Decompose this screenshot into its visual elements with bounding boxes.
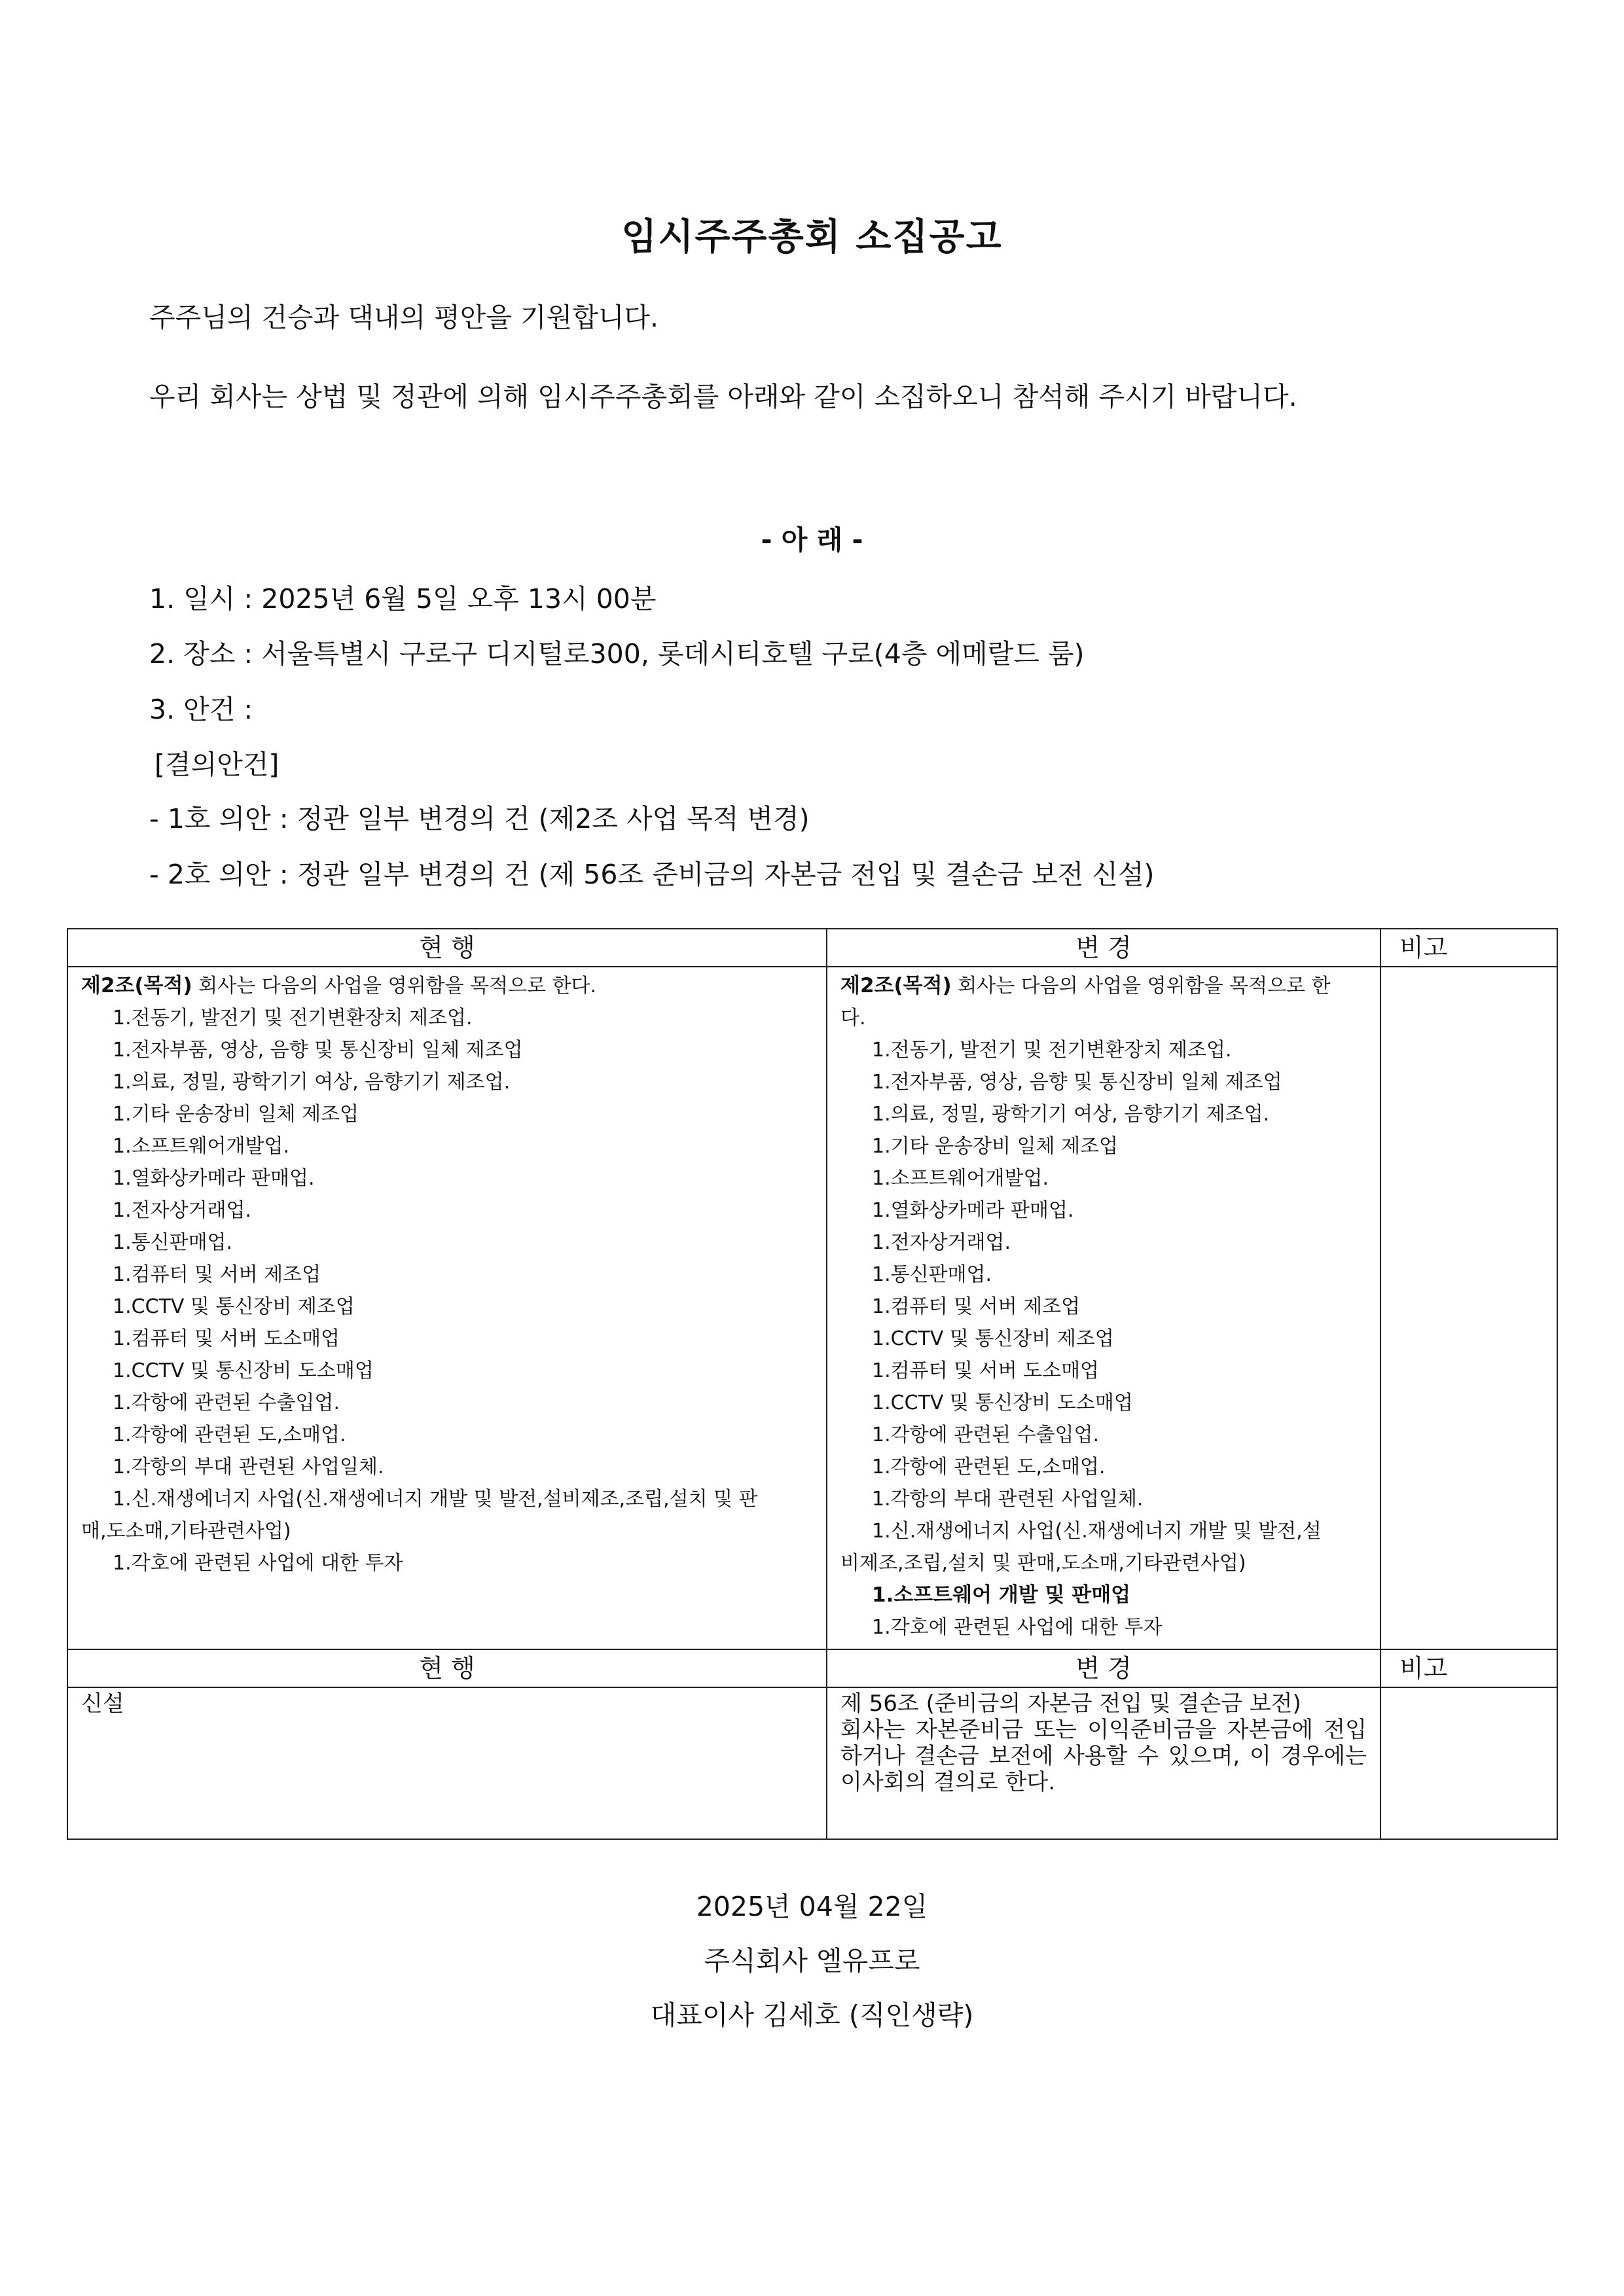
changed-renewable-item: 1.신.재생에너지 사업(신.재생에너지 개발 및 발전,설 [872,1520,1322,1543]
changed-purpose-item: 1.CCTV 및 통신장비 제조업 [872,1327,1114,1350]
changed-purpose-item: 1.전동기, 발전기 및 전기변환장치 제조업. [872,1039,1232,1062]
table-header-row-2 [67,1649,1557,1687]
changed-items-list [840,1034,1367,1515]
current-purpose-item: 1.의료, 정밀, 광학기기 여상, 음향기기 제조업. [113,1071,511,1094]
current-purpose-item: 1.CCTV 및 통신장비 제조업 [113,1295,355,1318]
current-purpose-item: 1.컴퓨터 및 서버 도소매업 [113,1327,340,1350]
notice-title: 임시주주총회 소집공고 [621,216,1003,259]
note-article-2-cell [1380,967,1557,1649]
current-renewable-item-cont: 매,도소매,기타관련사업) [81,1520,291,1543]
changed-last-item: 1.각호에 관련된 사업에 대한 투자 [872,1616,1163,1639]
changed-article-2-title-cont: 다. [840,1007,866,1030]
header-changed: 변 경 [827,929,1380,967]
intro-text: 우리 회사는 상법 및 정관에 의해 임시주주총회를 아래와 같이 소집하오니 참석해 주시기 바랍니다. [149,381,1297,412]
current-article-2-cell [67,967,827,1649]
changed-purpose-item: 1.CCTV 및 통신장비 도소매업 [872,1391,1133,1414]
changed-purpose-item: 1.기타 운송장비 일체 제조업 [872,1135,1119,1158]
current-items-list [81,1002,813,1483]
bill-2: - 2호 의안 : 정관 일부 변경의 건 (제 56조 준비금의 자본금 전입 및 결손금 보전 신설) [149,859,1155,890]
header-current: 현 행 [67,929,827,967]
company-name: 주식회사 엘유프로 [704,1945,920,1977]
changed-article-56-cell [827,1687,1380,1839]
current-purpose-item: 1.각항에 관련된 수출입업. [113,1391,340,1414]
changed-new-item: 1.소프트웨어 개발 및 판매업 [872,1583,1131,1607]
header-note-2: 비고 [1380,1649,1557,1687]
changed-purpose-item: 1.각항의 부대 관련된 사업일체. [872,1488,1144,1511]
table-row-article-2 [67,967,1557,1649]
notice-date: 2025년 04월 22일 [696,1891,928,1922]
current-article-2-title: 제2조(목적) 회사는 다음의 사업을 영위함을 목적으로 한다. [81,974,597,997]
current-last-item: 1.각호에 관련된 사업에 대한 투자 [113,1552,403,1575]
current-purpose-item: 1.통신판매업. [113,1231,233,1254]
changed-purpose-item: 1.각항에 관련된 도,소매업. [872,1456,1106,1479]
current-renewable-item: 1.신.재생에너지 사업(신.재생에너지 개발 및 발전,설비제조,조립,설치 및 판 [113,1488,758,1511]
agenda-place: 2. 장소 : 서울특별시 구로구 디지털로300, 롯데시티호텔 구로(4층 에메랄드 룸) [149,638,1085,670]
changed-purpose-item: 1.전자상거래업. [872,1231,1011,1254]
current-purpose-item: 1.CCTV 및 통신장비 도소매업 [113,1359,374,1382]
header-note: 비고 [1380,929,1557,967]
header-current-2: 현 행 [67,1649,827,1687]
changed-purpose-item: 1.소프트웨어개발업. [872,1167,1049,1190]
header-changed-2: 변 경 [827,1649,1380,1687]
current-purpose-item: 1.각항의 부대 관련된 사업일체. [113,1456,384,1479]
changed-purpose-item: 1.전자부품, 영상, 음향 및 통신장비 일체 제조업 [872,1071,1282,1094]
changed-article-56-title: 제 56조 (준비금의 자본금 전입 및 결손금 보전) [840,1691,1301,1717]
agenda-items-label: 3. 안건 : [149,694,253,725]
resolution-label: [결의안건] [154,749,280,780]
current-purpose-item: 1.전자부품, 영상, 음향 및 통신장비 일체 제조업 [113,1039,523,1062]
amendment-table [67,928,1558,1840]
note-article-56-cell [1380,1687,1557,1839]
changed-purpose-item: 1.각항에 관련된 수출입업. [872,1424,1100,1446]
current-purpose-item: 1.기타 운송장비 일체 제조업 [113,1103,359,1126]
bill-1: - 1호 의안 : 정관 일부 변경의 건 (제2조 사업 목적 변경) [149,803,810,834]
agenda-date: 1. 일시 : 2025년 6월 5일 오후 13시 00분 [149,583,657,615]
current-purpose-item: 1.전자상거래업. [113,1199,252,1222]
changed-article-56-body: 회사는 자본준비금 또는 이익준비금을 자본금에 전입하거나 결손금 보전에 사용할 수 있으며, 이 경우에는 이사회의 결의로 한다. [840,1717,1367,1795]
changed-purpose-item: 1.의료, 정밀, 광학기기 여상, 음향기기 제조업. [872,1103,1270,1126]
changed-purpose-item: 1.통신판매업. [872,1263,992,1286]
current-purpose-item: 1.전동기, 발전기 및 전기변환장치 제조업. [113,1007,473,1030]
changed-article-2-cell [827,967,1380,1649]
changed-purpose-item: 1.열화상카메라 판매업. [872,1199,1074,1222]
table-header-row [67,929,1557,967]
table-row-article-56 [67,1687,1557,1839]
changed-purpose-item: 1.컴퓨터 및 서버 도소매업 [872,1359,1100,1382]
current-purpose-item: 1.컴퓨터 및 서버 제조업 [113,1263,321,1286]
current-purpose-item: 1.각항에 관련된 도,소매업. [113,1424,346,1446]
changed-renewable-item-cont: 비제조,조립,설치 및 판매,도소매,기타관련사업) [840,1552,1246,1575]
current-purpose-item: 1.열화상카메라 판매업. [113,1167,315,1190]
current-article-56-cell: 신설 [67,1687,827,1839]
changed-article-2-title: 제2조(목적) 회사는 다음의 사업을 영위함을 목적으로 한 [840,974,1331,997]
changed-purpose-item: 1.컴퓨터 및 서버 제조업 [872,1295,1081,1318]
greeting-text: 주주님의 건승과 댁내의 평안을 기원합니다. [149,302,659,333]
current-purpose-item: 1.소프트웨어개발업. [113,1135,289,1158]
below-heading: - 아 래 - [761,524,863,556]
ceo-signature: 대표이사 김세호 (직인생략) [650,2000,974,2031]
